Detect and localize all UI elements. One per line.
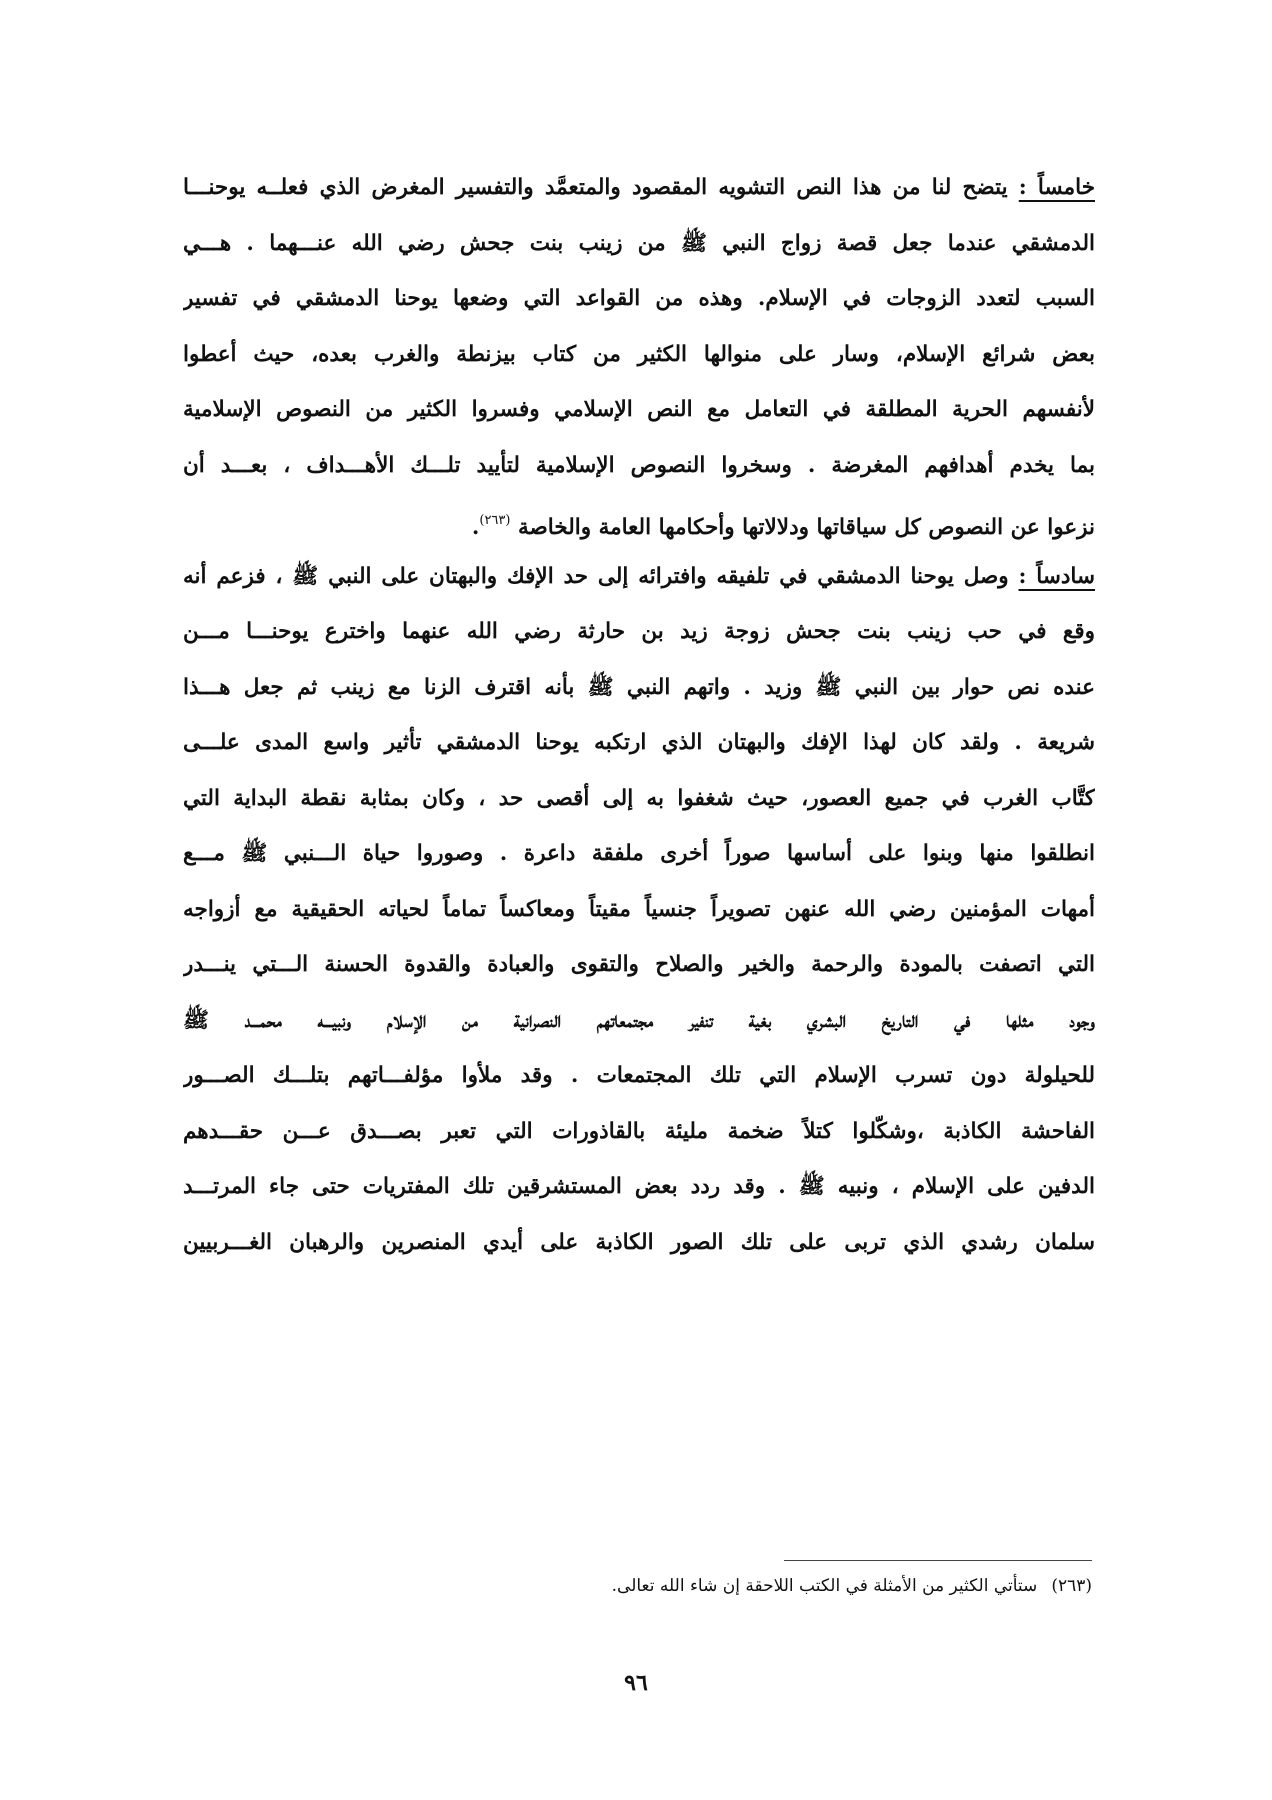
text-line: وقع في حب زينب بنت جحش زوجة زيد بن حارثة رضي الله عنهما واخترع يوحنـــا مـــن bbox=[183, 619, 1095, 644]
text-line: الدفين على الإسلام ، ونبيه ﷺ . وقد ردد بعض المستشرقين تلك المفتريات حتى جاء المرتـــد bbox=[183, 1174, 1095, 1199]
text-line: الفاحشة الكاذبة ،وشكّلوا كتلاً ضخمة مليئة بالقاذورات التي تعبر بصـــدق عـــن حقـــدهم bbox=[183, 1118, 1095, 1144]
text-line: التي اتصفت بالمودة والرحمة والخير والصلاح والتقوى والعبادة والقدوة الحسنة الـــتي ينـــدر bbox=[183, 952, 1095, 977]
footnote-reference[interactable]: (٢٦٣) bbox=[479, 513, 511, 528]
text-line: وجود مثلها في التاريخ البشري بغية تنفير مجتمعاتهم النصرانية من الإسلام ونبيـــه محمـــد ﷺ bbox=[183, 1007, 1095, 1033]
footnote-text: ستأتي الكثير من الأمثلة في الكتب اللاحقة إن شاء الله تعالى. bbox=[611, 1576, 1038, 1596]
text-line: للحيلولة دون تسرب الإسلام التي تلك المجتمعات . وقد ملأوا مؤلفـــاتهم بتلـــك الصـــور bbox=[183, 1063, 1095, 1088]
text-line: السبب لتعدد الزوجات في الإسلام. وهذه من القواعد التي وضعها يوحنا الدمشقي في تفسير bbox=[183, 286, 1095, 311]
footnote-number: (٢٦٣) bbox=[1051, 1576, 1092, 1596]
section-lead: خامساً : bbox=[1018, 175, 1095, 200]
text-line: الدمشقي عندما جعل قصة زواج النبي ﷺ من زينب بنت جحش رضي الله عنـــهما . هـــي bbox=[183, 230, 1095, 256]
text-line: كتَّاب الغرب في جميع العصور، حيث شغفوا به إلى أقصى حد ، وكان بمثابة نقطة البداية التي bbox=[183, 785, 1095, 811]
text-line: خامساً : يتضح لنا من هذا النص التشويه المقصود والمتعمَّد والتفسير المغرض الذي فعلــه يوحنـــا bbox=[183, 175, 1095, 200]
footnote-separator bbox=[784, 1560, 1092, 1561]
text-line: لأنفسهم الحرية المطلقة في التعامل مع النص الإسلامي وفسروا الكثير من النصوص الإسلامية bbox=[183, 397, 1095, 422]
text-line: بما يخدم أهدافهم المغرضة . وسخروا النصوص الإسلامية لتأييد تلـــك الأهـــداف ، بعـــد أن bbox=[183, 452, 1095, 478]
page-number: ٩٦ bbox=[624, 1670, 648, 1696]
body-text bbox=[183, 160, 1095, 1270]
text-line: أمهات المؤمنين رضي الله عنهن تصويراً جنسياً مقيتاً ومعاكساً تماماً لحياته الحقيقية مع أزواجه bbox=[183, 896, 1095, 922]
text-line: سلمان رشدي الذي تربى على تلك الصور الكاذبة على أيدي المنصرين والرهبان الغـــربيين bbox=[183, 1229, 1095, 1255]
text-line: نزعوا عن النصوص كل سياقاتها ودلالاتها وأحكامها العامة والخاصة $^{(٢٦٣)}$. bbox=[471, 513, 1095, 540]
text-line: شريعة . ولقد كان لهذا الإفك والبهتان الذي ارتكبه يوحنا الدمشقي تأثير واسع المدى علـــى bbox=[183, 730, 1095, 755]
text-line: عنده نص حوار بين النبي ﷺ وزيد . واتهم النبي ﷺ بأنه اقترف الزنا مع زينب ثم جعل هـــذا bbox=[183, 674, 1095, 700]
text-line: انطلقوا منها وبنوا على أساسها صوراً أخرى ملفقة داعرة . وصوروا حياة الـــنبي ﷺ مـــع bbox=[183, 841, 1095, 866]
text-line: بعض شرائع الإسلام، وسار على منوالها الكثير من كتاب بيزنطة والغرب بعده، حيث أعطوا bbox=[183, 341, 1095, 367]
footnote bbox=[500, 1572, 1092, 1600]
text-line: سادساً : وصل يوحنا الدمشقي في تلفيقه وافترائه إلى حد الإفك والبهتان على النبي ﷺ ، فزعم أنه bbox=[183, 563, 1095, 589]
section-lead: سادساً : bbox=[1018, 563, 1095, 589]
